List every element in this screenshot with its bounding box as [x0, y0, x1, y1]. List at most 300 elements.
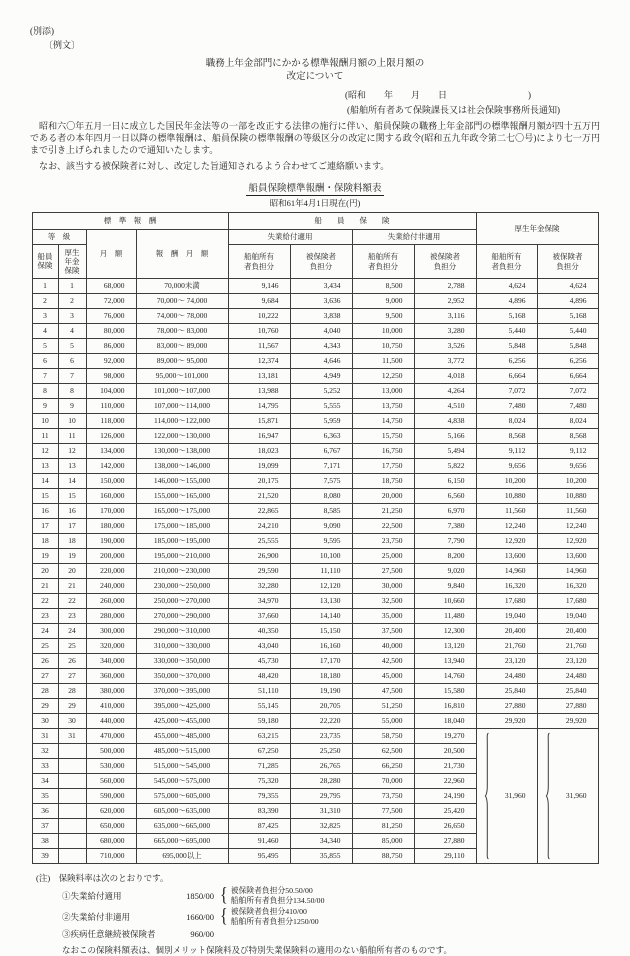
insured-share-applied-cell: 5,959 — [290, 414, 352, 429]
owner-share-not-applied-cell: 77,500 — [352, 804, 414, 819]
grade-seamen-cell: 29 — [32, 699, 58, 714]
grade-seamen-cell: 25 — [32, 639, 58, 654]
grade-seamen-cell: 16 — [32, 504, 58, 519]
remuneration-range-cell: 455,000～485,000 — [136, 729, 228, 744]
pension-owner-share-cell: 24,480 — [476, 669, 537, 684]
table-row — [32, 489, 598, 504]
grade-seamen-cell: 4 — [32, 324, 58, 339]
insured-share-not-applied-cell: 7,380 — [414, 519, 476, 534]
insured-share-applied-cell: 22,220 — [290, 714, 352, 729]
insured-share-not-applied-cell: 4,018 — [414, 369, 476, 384]
insured-share-applied-cell: 34,340 — [290, 834, 352, 849]
owner-share-not-applied-cell: 70,000 — [352, 774, 414, 789]
insured-share-applied-cell: 4,040 — [290, 324, 352, 339]
monthly-amount-cell: 150,000 — [86, 474, 136, 489]
header-monthly-amount: 月 額 — [86, 230, 136, 279]
insured-share-applied-cell: 4,646 — [290, 354, 352, 369]
note-item-3 — [62, 928, 600, 940]
insured-share-not-applied-cell: 18,040 — [414, 714, 476, 729]
remuneration-range-cell: 330,000～350,000 — [136, 654, 228, 669]
note-item-1 — [62, 886, 600, 905]
table-row — [32, 294, 598, 309]
pension-owner-share-cell: 7,480 — [476, 399, 537, 414]
pension-insured-share-cell: 27,880 — [537, 699, 598, 714]
owner-share-not-applied-cell: 23,750 — [352, 534, 414, 549]
insured-share-not-applied-cell: 16,810 — [414, 699, 476, 714]
pension-insured-share-cell: 6,256 — [537, 354, 598, 369]
owner-share-applied-cell: 10,222 — [228, 309, 290, 324]
remuneration-range-cell: 175,000～185,000 — [136, 519, 228, 534]
grade-welfare-cell: 24 — [58, 624, 86, 639]
owner-share-applied-cell: 29,590 — [228, 564, 290, 579]
insured-share-not-applied-cell: 3,280 — [414, 324, 476, 339]
note-item-1-label: ①失業給付適用 — [62, 890, 122, 901]
owner-share-not-applied-cell: 16,750 — [352, 444, 414, 459]
header-insured-share-not-applied-text: 被保険者負担分 — [430, 252, 460, 271]
owner-share-applied-cell: 14,795 — [228, 399, 290, 414]
monthly-amount-cell: 126,000 — [86, 429, 136, 444]
remuneration-range-cell: 665,000～695,000 — [136, 834, 228, 849]
owner-share-not-applied-cell: 15,750 — [352, 429, 414, 444]
grade-welfare-cell — [58, 774, 86, 789]
grade-seamen-cell: 27 — [32, 669, 58, 684]
header-grade-seamen-text: 船員保険 — [37, 252, 53, 271]
remuneration-range-cell: 78,000～ 83,000 — [136, 324, 228, 339]
owner-share-not-applied-cell: 10,000 — [352, 324, 414, 339]
insured-share-applied-cell: 6,767 — [290, 444, 352, 459]
remuneration-range-cell: 74,000～ 78,000 — [136, 309, 228, 324]
owner-share-not-applied-cell: 13,750 — [352, 399, 414, 414]
pension-insured-share-cell: 6,664 — [537, 369, 598, 384]
remuneration-range-cell: 210,000～230,000 — [136, 564, 228, 579]
insured-share-applied-cell: 4,343 — [290, 339, 352, 354]
remuneration-range-cell: 635,000～665,000 — [136, 819, 228, 834]
grade-seamen-cell: 24 — [32, 624, 58, 639]
header-pension-insured-share-text: 被保険者負担分 — [552, 252, 583, 271]
owner-share-not-applied-cell: 85,000 — [352, 834, 414, 849]
monthly-amount-cell: 260,000 — [86, 594, 136, 609]
insured-share-not-applied-cell: 22,960 — [414, 774, 476, 789]
remuneration-range-cell: 107,000～114,000 — [136, 399, 228, 414]
note-item-2-rate: 1660/00 — [186, 911, 214, 922]
table-row — [32, 459, 598, 474]
insured-share-applied-cell: 4,949 — [290, 369, 352, 384]
grade-seamen-cell: 3 — [32, 309, 58, 324]
date-line: (昭和 年 月 日 ) — [345, 90, 531, 100]
body-paragraph-2: なお、該当する被保険者に対し、改定した旨通知されるよう合わせてご連絡願います。 — [30, 161, 390, 171]
monthly-amount-cell: 320,000 — [86, 639, 136, 654]
grade-seamen-cell: 18 — [32, 534, 58, 549]
owner-share-applied-cell: 24,210 — [228, 519, 290, 534]
grade-welfare-cell: 23 — [58, 609, 86, 624]
owner-share-not-applied-cell: 9,000 — [352, 294, 414, 309]
insured-share-not-applied-cell: 12,300 — [414, 624, 476, 639]
owner-share-not-applied-cell: 45,000 — [352, 669, 414, 684]
insured-share-applied-cell: 3,636 — [290, 294, 352, 309]
monthly-amount-cell: 118,000 — [86, 414, 136, 429]
owner-share-applied-cell: 40,350 — [228, 624, 290, 639]
owner-share-not-applied-cell: 37,500 — [352, 624, 414, 639]
table-row — [32, 444, 598, 459]
insured-share-applied-cell: 31,310 — [290, 804, 352, 819]
table-row — [32, 699, 598, 714]
insured-share-not-applied-cell: 29,110 — [414, 849, 476, 864]
pension-owner-share-cell: 21,760 — [476, 639, 537, 654]
grade-seamen-cell: 6 — [32, 354, 58, 369]
monthly-amount-cell: 160,000 — [86, 489, 136, 504]
header-insured-share-applied-text: 被保険者負担分 — [306, 252, 336, 271]
note-item-2-breakdown — [231, 907, 319, 926]
owner-share-applied-cell: 19,099 — [228, 459, 290, 474]
monthly-amount-cell: 68,000 — [86, 279, 136, 294]
table-row — [32, 354, 598, 369]
table-row — [32, 684, 598, 699]
owner-share-applied-cell: 75,320 — [228, 774, 290, 789]
grade-welfare-cell: 25 — [58, 639, 86, 654]
insured-share-applied-cell: 32,825 — [290, 819, 352, 834]
grade-seamen-cell: 9 — [32, 399, 58, 414]
table-row — [32, 339, 598, 354]
table-row — [32, 624, 598, 639]
owner-share-not-applied-cell: 8,500 — [352, 279, 414, 294]
grade-welfare-cell: 12 — [58, 444, 86, 459]
grade-seamen-cell: 1 — [32, 279, 58, 294]
vertical-brace-icon — [545, 732, 551, 860]
remuneration-range-cell: 138,000～146,000 — [136, 459, 228, 474]
owner-share-applied-cell: 51,110 — [228, 684, 290, 699]
monthly-amount-cell: 590,000 — [86, 789, 136, 804]
insured-share-applied-cell: 7,575 — [290, 474, 352, 489]
pension-insured-share-cell: 14,960 — [537, 564, 598, 579]
grade-seamen-cell: 19 — [32, 549, 58, 564]
note-item-1-rate: 1850/00 — [186, 890, 214, 901]
owner-share-applied-cell: 67,250 — [228, 744, 290, 759]
note-item-2 — [62, 907, 600, 926]
brace-icon: { — [220, 905, 228, 927]
owner-share-not-applied-cell: 10,750 — [352, 339, 414, 354]
header-pension-insured-share — [537, 245, 598, 279]
pension-owner-share-cell: 4,896 — [476, 294, 537, 309]
owner-share-not-applied-cell: 55,000 — [352, 714, 414, 729]
monthly-amount-cell: 440,000 — [86, 714, 136, 729]
pension-owner-share-cell: 5,848 — [476, 339, 537, 354]
premium-table-body — [32, 279, 598, 864]
remuneration-range-cell: 695,000以上 — [136, 849, 228, 864]
pension-owner-share-cell: 8,024 — [476, 414, 537, 429]
insured-share-not-applied-cell: 13,120 — [414, 639, 476, 654]
owner-share-not-applied-cell: 20,000 — [352, 489, 414, 504]
owner-share-applied-cell: 13,181 — [228, 369, 290, 384]
owner-share-applied-cell: 13,988 — [228, 384, 290, 399]
remuneration-range-cell: 605,000～635,000 — [136, 804, 228, 819]
header-grade-welfare-text: 厚生年金保険 — [64, 247, 80, 275]
owner-share-applied-cell: 79,355 — [228, 789, 290, 804]
owner-share-applied-cell: 32,280 — [228, 579, 290, 594]
grade-seamen-cell: 37 — [32, 819, 58, 834]
remuneration-range-cell: 101,000～107,000 — [136, 384, 228, 399]
grade-welfare-cell — [58, 819, 86, 834]
owner-share-not-applied-cell: 30,000 — [352, 579, 414, 594]
insured-share-applied-cell: 8,080 — [290, 489, 352, 504]
insured-share-applied-cell: 3,838 — [290, 309, 352, 324]
header-insured-share-not-applied — [414, 245, 476, 279]
insured-share-not-applied-cell: 3,116 — [414, 309, 476, 324]
pension-owner-share-cell: 29,920 — [476, 714, 537, 729]
insured-share-applied-cell: 8,585 — [290, 504, 352, 519]
insured-share-applied-cell: 35,855 — [290, 849, 352, 864]
table-row — [32, 429, 598, 444]
remuneration-range-cell: 250,000～270,000 — [136, 594, 228, 609]
remuneration-range-cell: 350,000～370,000 — [136, 669, 228, 684]
pension-owner-share-cell: 8,568 — [476, 429, 537, 444]
monthly-amount-cell: 410,000 — [86, 699, 136, 714]
pension-insured-share-cell: 23,120 — [537, 654, 598, 669]
grade-welfare-cell: 5 — [58, 339, 86, 354]
monthly-amount-cell: 200,000 — [86, 549, 136, 564]
owner-share-applied-cell: 16,947 — [228, 429, 290, 444]
grade-seamen-cell: 5 — [32, 339, 58, 354]
grade-welfare-cell — [58, 834, 86, 849]
owner-share-not-applied-cell: 21,250 — [352, 504, 414, 519]
pension-insured-share-cell: 11,560 — [537, 504, 598, 519]
monthly-amount-cell: 180,000 — [86, 519, 136, 534]
owner-share-applied-cell: 9,146 — [228, 279, 290, 294]
example-label: 〔例文〕 — [44, 40, 81, 50]
remuneration-range-cell: 290,000～310,000 — [136, 624, 228, 639]
note-item-1-sub1: 被保険者負担分50.50/00 — [230, 886, 313, 895]
pension-owner-share-cell: 14,960 — [476, 564, 537, 579]
remuneration-range-cell: 155,000～165,000 — [136, 489, 228, 504]
owner-share-not-applied-cell: 62,500 — [352, 744, 414, 759]
insured-share-applied-cell: 28,280 — [290, 774, 352, 789]
pension-insured-share-cell: 8,568 — [537, 429, 598, 444]
header-seamen-insurance: 船 員 保 険 — [228, 213, 476, 230]
owner-share-applied-cell: 43,040 — [228, 639, 290, 654]
insured-share-not-applied-cell: 15,580 — [414, 684, 476, 699]
pension-insured-share-cell: 12,240 — [537, 519, 598, 534]
insured-share-applied-cell: 14,140 — [290, 609, 352, 624]
owner-share-applied-cell: 34,970 — [228, 594, 290, 609]
monthly-amount-cell: 170,000 — [86, 504, 136, 519]
table-row — [32, 519, 598, 534]
pension-insured-share-cell: 24,480 — [537, 669, 598, 684]
pension-owner-share-cell: 9,112 — [476, 444, 537, 459]
pension-insured-share-cell: 9,112 — [537, 444, 598, 459]
pension-merged-value: 31,960 — [565, 791, 587, 800]
pension-insured-share-cell: 20,400 — [537, 624, 598, 639]
grade-seamen-cell: 11 — [32, 429, 58, 444]
monthly-amount-cell: 560,000 — [86, 774, 136, 789]
remuneration-range-cell: 395,000～425,000 — [136, 699, 228, 714]
insured-share-not-applied-cell: 13,940 — [414, 654, 476, 669]
insured-share-applied-cell: 23,735 — [290, 729, 352, 744]
remuneration-range-cell: 95,000～101,000 — [136, 369, 228, 384]
table-row — [32, 324, 598, 339]
grade-welfare-cell: 26 — [58, 654, 86, 669]
insured-share-not-applied-cell: 24,190 — [414, 789, 476, 804]
owner-share-applied-cell: 37,660 — [228, 609, 290, 624]
grade-welfare-cell: 29 — [58, 699, 86, 714]
monthly-amount-cell: 530,000 — [86, 759, 136, 774]
monthly-amount-cell: 72,000 — [86, 294, 136, 309]
owner-share-applied-cell: 9,684 — [228, 294, 290, 309]
pension-owner-share-cell: 4,624 — [476, 279, 537, 294]
table-row — [32, 549, 598, 564]
brace-icon: { — [220, 884, 228, 906]
pension-owner-share-cell: 17,680 — [476, 594, 537, 609]
monthly-amount-cell: 500,000 — [86, 744, 136, 759]
insured-share-not-applied-cell: 5,822 — [414, 459, 476, 474]
header-pension-owner-share — [476, 245, 537, 279]
insured-share-not-applied-cell: 5,166 — [414, 429, 476, 444]
pension-insured-share-cell: 29,920 — [537, 714, 598, 729]
monthly-amount-cell: 710,000 — [86, 849, 136, 864]
note-item-3-rate: 960/00 — [190, 929, 214, 939]
grade-seamen-cell: 15 — [32, 489, 58, 504]
remuneration-range-cell: 114,000～122,000 — [136, 414, 228, 429]
pension-owner-share-cell: 16,320 — [476, 579, 537, 594]
grade-welfare-cell: 4 — [58, 324, 86, 339]
header-insured-share-applied — [290, 245, 352, 279]
monthly-amount-cell: 134,000 — [86, 444, 136, 459]
table-row — [32, 279, 598, 294]
remuneration-range-cell: 165,000～175,000 — [136, 504, 228, 519]
remuneration-range-cell: 310,000～330,000 — [136, 639, 228, 654]
grade-seamen-cell: 7 — [32, 369, 58, 384]
remuneration-range-cell: 83,000～ 89,000 — [136, 339, 228, 354]
owner-share-not-applied-cell: 27,500 — [352, 564, 414, 579]
grade-welfare-cell: 3 — [58, 309, 86, 324]
header-standard-remuneration: 標 準 報 酬 — [32, 213, 228, 230]
owner-share-applied-cell: 63,215 — [228, 729, 290, 744]
monthly-amount-cell: 240,000 — [86, 579, 136, 594]
note-item-1-breakdown — [231, 886, 325, 905]
insured-share-not-applied-cell: 3,526 — [414, 339, 476, 354]
pension-insured-share-cell: 5,168 — [537, 309, 598, 324]
owner-share-not-applied-cell: 25,000 — [352, 549, 414, 564]
note-item-2-sub1: 被保険者負担分410/00 — [230, 907, 307, 916]
monthly-amount-cell: 80,000 — [86, 324, 136, 339]
owner-share-not-applied-cell: 40,000 — [352, 639, 414, 654]
owner-share-not-applied-cell: 9,500 — [352, 309, 414, 324]
insured-share-applied-cell: 26,765 — [290, 759, 352, 774]
header-owner-share-applied — [228, 245, 290, 279]
pension-owner-share-cell: 25,840 — [476, 684, 537, 699]
pension-owner-share-cell: 12,920 — [476, 534, 537, 549]
owner-share-not-applied-cell: 12,250 — [352, 369, 414, 384]
owner-share-applied-cell: 11,567 — [228, 339, 290, 354]
owner-share-applied-cell: 55,145 — [228, 699, 290, 714]
grade-welfare-cell — [58, 804, 86, 819]
grade-welfare-cell: 2 — [58, 294, 86, 309]
header-owner-share-not-applied — [352, 245, 414, 279]
grade-welfare-cell: 16 — [58, 504, 86, 519]
insured-share-not-applied-cell: 4,264 — [414, 384, 476, 399]
pension-owner-share-cell: 23,120 — [476, 654, 537, 669]
pension-owner-share-cell: 6,256 — [476, 354, 537, 369]
grade-welfare-cell: 28 — [58, 684, 86, 699]
insured-share-applied-cell: 20,705 — [290, 699, 352, 714]
grade-welfare-cell: 27 — [58, 669, 86, 684]
owner-share-not-applied-cell: 32,500 — [352, 594, 414, 609]
insured-share-not-applied-cell: 6,970 — [414, 504, 476, 519]
grade-seamen-cell: 13 — [32, 459, 58, 474]
grade-welfare-cell: 18 — [58, 534, 86, 549]
insured-share-applied-cell: 25,250 — [290, 744, 352, 759]
remuneration-range-cell: 89,000～ 95,000 — [136, 354, 228, 369]
owner-share-not-applied-cell: 47,500 — [352, 684, 414, 699]
remuneration-range-cell: 515,000～545,000 — [136, 759, 228, 774]
grade-welfare-cell — [58, 849, 86, 864]
grade-welfare-cell: 21 — [58, 579, 86, 594]
grade-seamen-cell: 31 — [32, 729, 58, 744]
pension-insured-share-cell: 9,656 — [537, 459, 598, 474]
monthly-amount-cell: 380,000 — [86, 684, 136, 699]
body-paragraph-1: 昭和六〇年五月一日に成立した国民年金法等の一部を改正する法律の施行に伴い、船員保険の職務上年金部門の標準報酬月額が四十五万円である者の本年四月一日以降の標準報酬は、船員保険の標準報酬の等級区分の改定に関する政令(昭和五九年政令第二七〇号)により七一万円まで引き上げられましたので通知いたします。 — [30, 121, 600, 155]
pension-insured-share-cell: 10,880 — [537, 489, 598, 504]
grade-welfare-cell: 9 — [58, 399, 86, 414]
grade-seamen-cell: 22 — [32, 594, 58, 609]
header-owner-share-applied-text: 船舶所有者負担分 — [244, 252, 274, 271]
insured-share-applied-cell: 16,160 — [290, 639, 352, 654]
pension-merged-value: 31,960 — [504, 791, 526, 800]
attachment-label: (別添) — [30, 26, 54, 36]
note-item-2-sub2: 船舶所有者負担分1250/00 — [230, 916, 319, 926]
remuneration-range-cell: 70,000未満 — [136, 279, 228, 294]
insured-share-not-applied-cell: 6,560 — [414, 489, 476, 504]
insured-share-not-applied-cell: 21,730 — [414, 759, 476, 774]
grade-welfare-cell: 14 — [58, 474, 86, 489]
insured-share-applied-cell: 10,100 — [290, 549, 352, 564]
grade-seamen-cell: 21 — [32, 579, 58, 594]
insured-share-applied-cell: 19,190 — [290, 684, 352, 699]
owner-share-applied-cell: 20,175 — [228, 474, 290, 489]
document-title-line1: 職務上年金部門にかかる標準報酬月額の上限月額の — [205, 59, 425, 69]
pension-owner-share-cell: 6,664 — [476, 369, 537, 384]
grade-welfare-cell — [58, 759, 86, 774]
insured-share-not-applied-cell: 3,772 — [414, 354, 476, 369]
monthly-amount-cell: 680,000 — [86, 834, 136, 849]
owner-share-applied-cell: 95,495 — [228, 849, 290, 864]
owner-share-applied-cell: 71,285 — [228, 759, 290, 774]
grade-welfare-cell: 10 — [58, 414, 86, 429]
monthly-amount-cell: 104,000 — [86, 384, 136, 399]
insured-share-not-applied-cell: 26,650 — [414, 819, 476, 834]
grade-welfare-cell: 7 — [58, 369, 86, 384]
monthly-amount-cell: 300,000 — [86, 624, 136, 639]
insured-share-not-applied-cell: 27,880 — [414, 834, 476, 849]
pension-owner-share-cell: 11,560 — [476, 504, 537, 519]
table-row — [32, 504, 598, 519]
insured-share-applied-cell: 6,363 — [290, 429, 352, 444]
grade-seamen-cell: 26 — [32, 654, 58, 669]
grade-welfare-cell: 22 — [58, 594, 86, 609]
grade-seamen-cell: 20 — [32, 564, 58, 579]
note-item-1-sub2: 船舶所有者負担分134.50/00 — [230, 895, 325, 905]
header-remuneration-monthly: 報 酬 月 額 — [136, 230, 228, 279]
owner-share-not-applied-cell: 17,750 — [352, 459, 414, 474]
insured-share-applied-cell: 5,252 — [290, 384, 352, 399]
table-as-of-date: 昭和61年4月1日現在(円) — [269, 198, 361, 208]
grade-seamen-cell: 8 — [32, 384, 58, 399]
remuneration-range-cell: 230,000～250,000 — [136, 579, 228, 594]
owner-share-applied-cell: 25,555 — [228, 534, 290, 549]
monthly-amount-cell: 280,000 — [86, 609, 136, 624]
table-row — [32, 474, 598, 489]
remuneration-range-cell: 122,000～130,000 — [136, 429, 228, 444]
owner-share-applied-cell: 18,023 — [228, 444, 290, 459]
grade-seamen-cell: 39 — [32, 849, 58, 864]
